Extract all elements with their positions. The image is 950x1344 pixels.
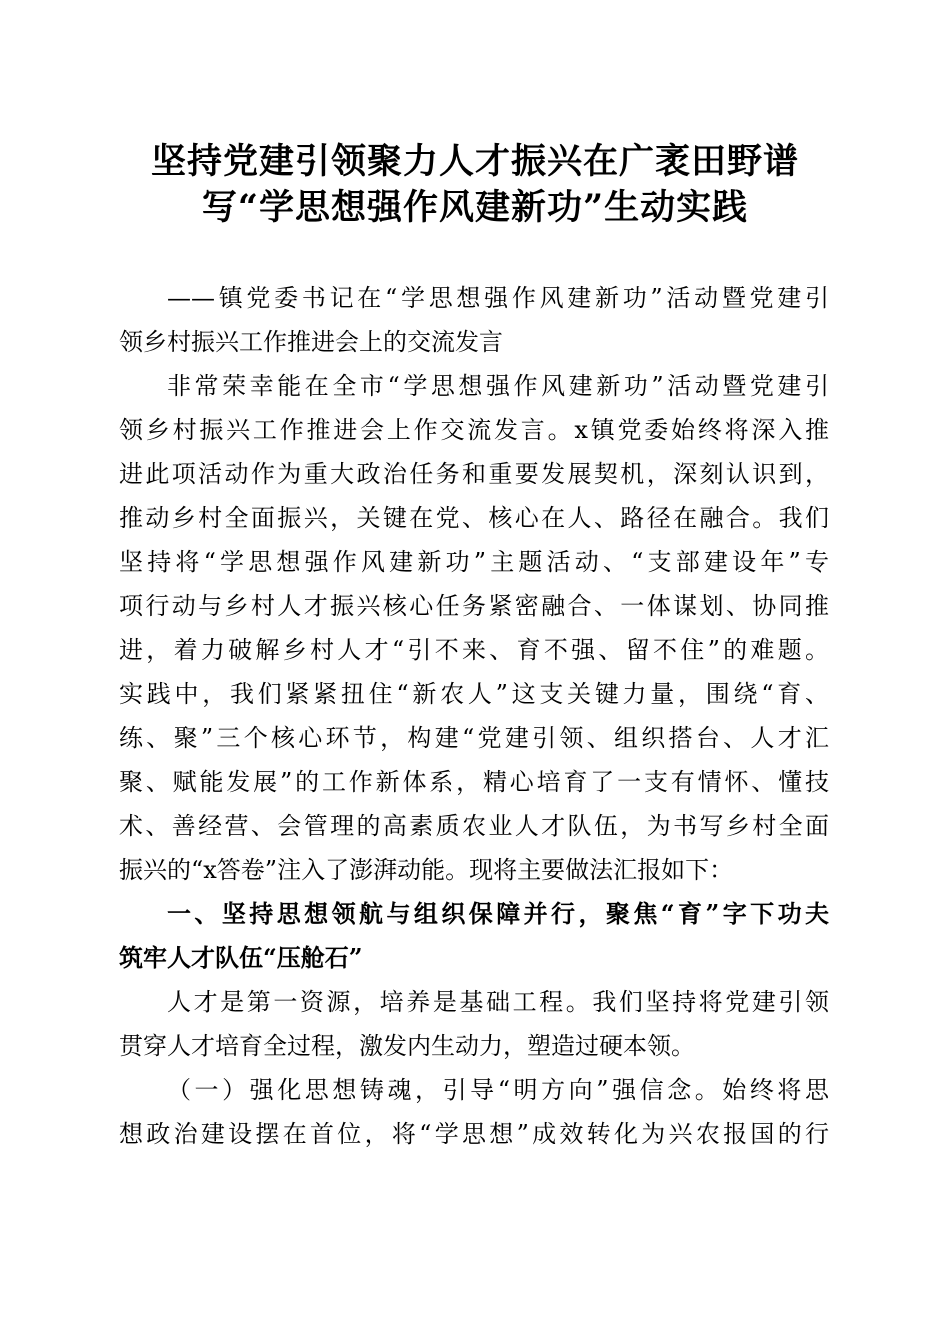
intro-line-11: 术、善经营、会管理的高素质农业人才队伍，为书写乡村全面: [119, 812, 829, 840]
section-1-heading-line-2: 筑牢人才队伍“压舱石”: [119, 943, 363, 972]
intro-line-10: 聚、赋能发展”的工作新体系，精心培育了一支有情怀、懂技: [119, 768, 829, 796]
intro-line-9: 练、聚”三个核心环节，构建“党建引领、组织搭台、人才汇: [119, 724, 829, 752]
intro-line-6: 项行动与乡村人才振兴核心任务紧密融合、一体谋划、协同推: [119, 592, 829, 620]
intro-line-7: 进，着力破解乡村人才“引不来、育不强、留不住”的难题。: [119, 636, 829, 664]
intro-line-1: 非常荣幸能在全市“学思想强作风建新功”活动暨党建引: [167, 372, 829, 400]
subtitle-line-1: ——镇党委书记在“学思想强作风建新功”活动暨党建引: [167, 284, 829, 312]
subsection-1-line-1: （一）强化思想铸魂，引导“明方向”强信念。始终将思: [167, 1076, 829, 1104]
intro-line-4: 推动乡村全面振兴，关键在党、核心在人、路径在融合。我们: [119, 504, 829, 532]
intro-line-12: 振兴的“x答卷”注入了澎湃动能。现将主要做法汇报如下：: [119, 856, 734, 884]
section-1-line-2: 贯穿人才培育全过程，激发内生动力，塑造过硬本领。: [119, 1032, 695, 1060]
document-title-line-1: 坚持党建引领聚力人才振兴在广袤田野谱: [150, 141, 799, 182]
document-title-line-2: 写“学思想强作风建新功”生动实践: [201, 187, 749, 228]
intro-line-2: 领乡村振兴工作推进会上作交流发言。x镇党委始终将深入推: [119, 416, 829, 444]
subsection-1-line-2: 想政治建设摆在首位，将“学思想”成效转化为兴农报国的行: [119, 1120, 829, 1148]
subtitle-line-2: 领乡村振兴工作推进会上的交流发言: [119, 328, 503, 356]
section-1-line-1: 人才是第一资源，培养是基础工程。我们坚持将党建引领: [167, 988, 829, 1016]
intro-line-8: 实践中，我们紧紧扭住“新农人”这支关键力量，围绕“育、: [119, 680, 829, 708]
section-1-heading-line-1: 一、坚持思想领航与组织保障并行，聚焦“育”字下功夫: [167, 899, 829, 928]
intro-line-5: 坚持将“学思想强作风建新功”主题活动、“支部建设年”专: [119, 548, 829, 576]
intro-line-3: 进此项活动作为重大政治任务和重要发展契机，深刻认识到，: [119, 460, 829, 488]
